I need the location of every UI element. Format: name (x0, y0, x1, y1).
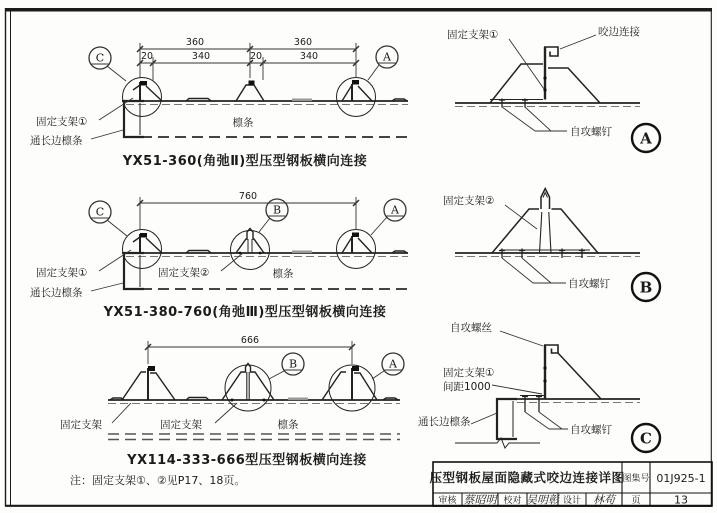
tb-atlas-label: 图集号 (622, 474, 650, 484)
detailA-drawing (455, 47, 640, 108)
tb-design-label: 设计 (562, 496, 582, 506)
dc-label-screw-bottom: 自攻螺钉 (570, 424, 612, 436)
p2-bubble-b: B (272, 203, 282, 217)
dc-label-bracket1: 固定支架① (443, 367, 495, 379)
p3-label-purlin: 檩条 (277, 419, 299, 431)
p1-label-purlin: 檩条 (232, 117, 254, 129)
db-bubble-letter: B (639, 278, 653, 297)
p2-label-bracket1: 固定支架① (36, 267, 88, 279)
dc-label-screw-top: 自攻螺丝 (450, 322, 492, 334)
dc-bubble-letter: C (640, 429, 652, 448)
p2-label-bracket2: 固定支架② (158, 267, 210, 279)
p2-label-purlin: 檩条 (272, 268, 294, 280)
p1-label-edge-purlin: 通长边檩条 (30, 135, 83, 147)
db-label-bracket2: 固定支架② (443, 195, 495, 207)
p1-caption: YX51-360(角弛Ⅱ)型压型钢板横向连接 (122, 154, 368, 169)
p2-dim-760: 760 (238, 191, 258, 202)
p1-dim-340-left: 340 (191, 51, 211, 62)
p3-dim-666: 666 (240, 335, 260, 346)
tb-check-label: 校对 (503, 496, 522, 506)
page-note: 注：固定支架①、②见P17、18页。 (70, 474, 246, 487)
p2-label-edge-purlin: 通长边檩条 (30, 287, 83, 299)
dc-label-spacing: 间距1000 (443, 381, 491, 393)
da-bubble-letter: A (640, 129, 652, 148)
p1-dim-20-right: 20 (249, 51, 263, 62)
p2-bubble-c: C (95, 205, 105, 219)
detailC-drawing (455, 345, 640, 448)
tb-title: 压型钢板屋面隐藏式咬边连接详图 (429, 470, 625, 485)
p2-caption: YX51-380-760(角弛Ⅲ)型压型钢板横向连接 (103, 305, 387, 320)
tb-atlas-number: 01J925-1 (656, 472, 706, 485)
da-label-screw: 自攻螺钉 (570, 126, 612, 138)
p3-label-bracket-mid: 固定支架 (160, 419, 202, 431)
detailB-leaders (502, 205, 566, 283)
tb-page-label: 页 (631, 496, 641, 506)
p3-bubble-a: A (389, 357, 397, 371)
p3-caption: YX114-333-666型压型钢板横向连接 (127, 453, 367, 468)
p3-bubble-b: B (288, 357, 298, 371)
p1-bubble-a: A (383, 50, 391, 64)
tb-page-number: 13 (674, 493, 688, 507)
tb-review-signature: 蔡昭明 (463, 493, 497, 507)
da-label-seam-connection: 咬边连接 (598, 26, 640, 38)
p3-label-bracket-left: 固定支架 (60, 419, 102, 431)
p1-label-bracket1: 固定支架① (36, 116, 88, 128)
tb-review-label: 审核 (438, 496, 457, 506)
p1-dim-20-left: 20 (140, 51, 154, 62)
p2-bubble-a: A (391, 203, 399, 217)
panel1-section (122, 78, 408, 138)
p1-bubble-c: C (95, 51, 105, 65)
tb-design-signature: 林苟 (593, 493, 615, 507)
da-label-bracket1: 固定支架① (447, 29, 499, 41)
panel1-dimensions (137, 43, 359, 80)
panel1-bubbles (89, 46, 398, 81)
db-label-screw: 自攻螺钉 (568, 278, 610, 290)
p1-dim-360-left: 360 (185, 37, 205, 48)
panel2-section (122, 229, 408, 290)
p1-dim-340-right: 340 (299, 51, 319, 62)
tb-check-signature: 吴明彰 (526, 493, 559, 507)
dc-label-edge-purlin: 通长边檩条 (418, 416, 471, 428)
p1-dim-360-right: 360 (293, 37, 313, 48)
panel3-section (108, 364, 400, 440)
